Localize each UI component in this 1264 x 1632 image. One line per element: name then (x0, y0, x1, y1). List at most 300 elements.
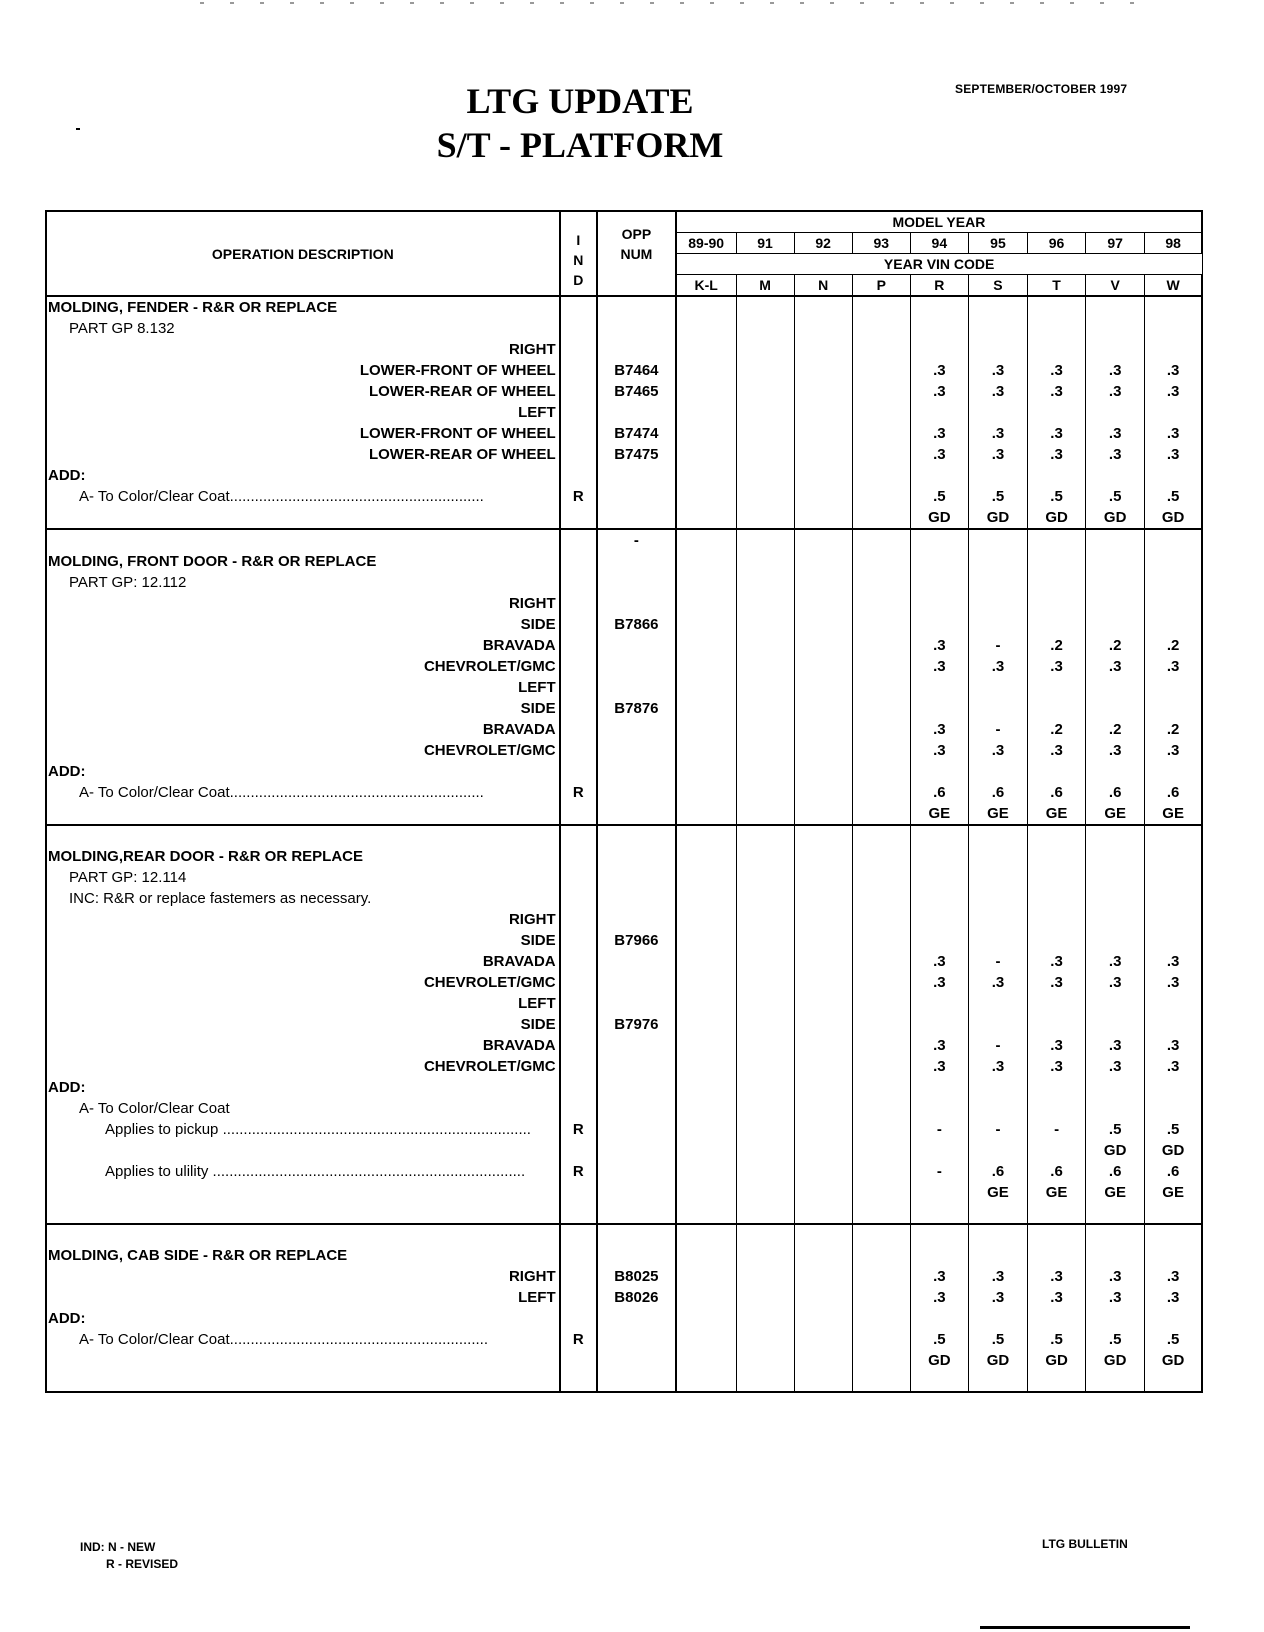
year-3: 93 (852, 233, 910, 254)
labor-value-cell (968, 867, 1027, 888)
legend-revised: R - REVISED (106, 1557, 179, 1571)
labor-value-cell (852, 465, 910, 486)
labor-value-cell (676, 1287, 736, 1308)
labor-value-cell (676, 888, 736, 909)
ind-cell: R (560, 1161, 597, 1182)
labor-value-cell (1028, 614, 1086, 635)
labor-value-cell (852, 614, 910, 635)
labor-value-cell (1086, 572, 1145, 593)
labor-value-cell: .5 (1028, 1329, 1086, 1350)
table-row (46, 339, 1202, 360)
labor-value-cell (676, 803, 736, 825)
op-description (46, 1224, 560, 1245)
opp-header (597, 211, 676, 296)
op-description: LEFT (46, 993, 560, 1014)
labor-value-cell: .3 (1028, 1035, 1086, 1056)
labor-value-cell (1086, 1077, 1145, 1098)
labor-value-cell (794, 909, 852, 930)
labor-value-cell: .3 (1028, 951, 1086, 972)
table-row (46, 1266, 1202, 1287)
labor-value-cell (910, 888, 968, 909)
labor-value-cell (852, 1161, 910, 1182)
labor-value-cell (1028, 867, 1086, 888)
labor-value-cell (676, 465, 736, 486)
labor-value-cell (852, 782, 910, 803)
labor-value-cell (676, 719, 736, 740)
labor-value-cell (968, 1077, 1027, 1098)
labor-value-cell (852, 572, 910, 593)
op-description (46, 825, 560, 846)
labor-value-cell (676, 677, 736, 698)
table-row (46, 846, 1202, 867)
labor-value-cell: .5 (1028, 486, 1086, 507)
labor-value-cell (1145, 339, 1202, 360)
labor-value-cell: GE (910, 803, 968, 825)
opp-num-cell: B7976 (597, 1014, 676, 1035)
labor-value-cell (794, 444, 852, 465)
labor-value-cell (676, 1224, 736, 1245)
labor-value-cell (794, 888, 852, 909)
labor-value-cell (1086, 846, 1145, 867)
labor-value-cell (736, 909, 794, 930)
labor-value-cell (1145, 867, 1202, 888)
labor-value-cell (1086, 677, 1145, 698)
labor-value-cell (1028, 1308, 1086, 1329)
ind-cell: R (560, 782, 597, 803)
labor-value-cell: GE (1028, 803, 1086, 825)
labor-value-cell (1028, 888, 1086, 909)
labor-value-cell (736, 1077, 794, 1098)
labor-value-cell (968, 529, 1027, 551)
labor-value-cell (910, 465, 968, 486)
op-description (46, 529, 560, 551)
op-description: BRAVADA (46, 719, 560, 740)
labor-value-cell (852, 993, 910, 1014)
labor-value-cell: .3 (1028, 1056, 1086, 1077)
table-row (46, 1056, 1202, 1077)
labor-value-cell (794, 930, 852, 951)
labor-value-cell: .3 (1086, 360, 1145, 381)
labor-value-cell (1028, 572, 1086, 593)
op-description: Applies to pickup .......................................................................... (46, 1119, 560, 1140)
labor-value-cell (794, 1077, 852, 1098)
opp-num-cell (597, 1329, 676, 1350)
ind-cell (560, 402, 597, 423)
ind-letter-i: I (576, 231, 581, 248)
ind-cell (560, 1035, 597, 1056)
ind-cell (560, 360, 597, 381)
table-row (46, 1224, 1202, 1245)
labor-value-cell (1086, 296, 1145, 318)
labor-value-cell: .3 (910, 951, 968, 972)
labor-value-cell: .3 (1145, 1266, 1202, 1287)
labor-value-cell (736, 719, 794, 740)
labor-value-cell (794, 803, 852, 825)
labor-value-cell: .6 (968, 782, 1027, 803)
labor-value-cell (1145, 402, 1202, 423)
labor-value-cell: .3 (1145, 740, 1202, 761)
labor-value-cell (1086, 698, 1145, 719)
table-row (46, 486, 1202, 507)
labor-value-cell (852, 486, 910, 507)
labor-value-cell (852, 719, 910, 740)
labor-value-cell (1028, 318, 1086, 339)
labor-value-cell (736, 846, 794, 867)
labor-value-cell (676, 635, 736, 656)
op-description (46, 1203, 560, 1224)
table-row (46, 1287, 1202, 1308)
labor-value-cell (676, 1350, 736, 1371)
table-row (46, 677, 1202, 698)
labor-value-cell: .3 (910, 360, 968, 381)
labor-value-cell (968, 1098, 1027, 1119)
table-row (46, 423, 1202, 444)
labor-value-cell (910, 1224, 968, 1245)
labor-value-cell (676, 1161, 736, 1182)
labor-value-cell (676, 444, 736, 465)
labor-value-cell (676, 529, 736, 551)
labor-value-cell (794, 1308, 852, 1329)
labor-value-cell (910, 825, 968, 846)
labor-value-cell: .3 (1086, 1266, 1145, 1287)
labor-value-cell: GD (910, 507, 968, 529)
labor-value-cell (1028, 1203, 1086, 1224)
labor-value-cell: .6 (968, 1161, 1027, 1182)
labor-value-cell (852, 1035, 910, 1056)
op-description: A- To Color/Clear Coat (46, 1098, 560, 1119)
opp-num-cell (597, 1350, 676, 1371)
labor-value-cell (794, 656, 852, 677)
labor-value-cell (794, 1329, 852, 1350)
labor-value-cell (736, 1308, 794, 1329)
labor-value-cell (910, 593, 968, 614)
labor-value-cell (910, 677, 968, 698)
labor-value-cell (794, 1266, 852, 1287)
year-5: 95 (968, 233, 1027, 254)
labor-value-cell (968, 1371, 1027, 1392)
labor-value-cell: .3 (910, 740, 968, 761)
op-description: LOWER-FRONT OF WHEEL (46, 423, 560, 444)
labor-value-cell (852, 846, 910, 867)
labor-value-cell (794, 572, 852, 593)
opp-num-cell (597, 507, 676, 529)
table-row (46, 381, 1202, 402)
labor-value-cell (852, 888, 910, 909)
labor-value-cell (1028, 677, 1086, 698)
op-description: RIGHT (46, 593, 560, 614)
labor-value-cell (794, 825, 852, 846)
labor-value-cell (1145, 318, 1202, 339)
labor-value-cell (794, 551, 852, 572)
labor-value-cell (1028, 1140, 1086, 1161)
labor-value-cell (794, 614, 852, 635)
labor-value-cell (794, 486, 852, 507)
opp-num-cell (597, 486, 676, 507)
labor-value-cell (852, 698, 910, 719)
labor-value-cell: GD (1145, 507, 1202, 529)
labor-value-cell: .3 (910, 1035, 968, 1056)
labor-value-cell (910, 572, 968, 593)
table-row (46, 993, 1202, 1014)
num-label: NUM (620, 246, 653, 262)
labor-value-cell (968, 909, 1027, 930)
opp-num-cell (597, 1161, 676, 1182)
labor-value-cell (676, 930, 736, 951)
op-description: SIDE (46, 614, 560, 635)
labor-value-cell: .5 (910, 486, 968, 507)
labor-value-cell (1086, 761, 1145, 782)
labor-value-cell (794, 1056, 852, 1077)
labor-value-cell (910, 867, 968, 888)
labor-value-cell (794, 993, 852, 1014)
labor-value-cell: GE (1145, 1182, 1202, 1203)
labor-value-cell: .5 (1145, 1119, 1202, 1140)
labor-value-cell (910, 1098, 968, 1119)
labor-value-cell: .2 (1145, 719, 1202, 740)
labor-value-cell (794, 719, 852, 740)
ind-cell (560, 888, 597, 909)
labor-value-cell (968, 698, 1027, 719)
table-row (46, 1098, 1202, 1119)
labor-value-cell (676, 1308, 736, 1329)
opp-num-cell (597, 993, 676, 1014)
labor-value-cell (1086, 339, 1145, 360)
labor-value-cell (676, 551, 736, 572)
labor-value-cell (736, 360, 794, 381)
labor-value-cell: .3 (1145, 1287, 1202, 1308)
labor-value-cell: .3 (1086, 740, 1145, 761)
labor-value-cell (852, 972, 910, 993)
labor-value-cell (1086, 1014, 1145, 1035)
opp-num-cell: B7475 (597, 444, 676, 465)
op-description: SIDE (46, 698, 560, 719)
labor-value-cell: - (968, 951, 1027, 972)
labor-value-cell (910, 761, 968, 782)
labor-value-cell: .3 (1145, 423, 1202, 444)
labor-value-cell: .3 (1145, 444, 1202, 465)
ind-cell (560, 1056, 597, 1077)
page-subtitle: S/T - PLATFORM (436, 125, 724, 165)
table-row (46, 572, 1202, 593)
labor-value-cell (736, 1056, 794, 1077)
labor-value-cell (736, 465, 794, 486)
op-description (46, 1350, 560, 1371)
ind-cell (560, 909, 597, 930)
ind-cell (560, 1140, 597, 1161)
op-description: CHEVROLET/GMC (46, 1056, 560, 1077)
labor-value-cell (910, 1077, 968, 1098)
labor-value-cell (736, 593, 794, 614)
labor-value-cell: .5 (910, 1329, 968, 1350)
labor-value-cell: GD (1145, 1140, 1202, 1161)
opp-num-cell (597, 1224, 676, 1245)
opp-num-cell (597, 402, 676, 423)
legend-new: IND: N - NEW (80, 1540, 156, 1554)
labor-value-cell (1086, 1098, 1145, 1119)
labor-value-cell (736, 761, 794, 782)
labor-value-cell (794, 1014, 852, 1035)
table-row (46, 1182, 1202, 1203)
labor-value-cell (852, 1245, 910, 1266)
op-description: RIGHT (46, 909, 560, 930)
labor-value-cell: .3 (910, 381, 968, 402)
opp-num-cell (597, 551, 676, 572)
labor-value-cell (910, 339, 968, 360)
year-7: 97 (1086, 233, 1145, 254)
labor-value-cell (1028, 1371, 1086, 1392)
opp-num-cell: B7465 (597, 381, 676, 402)
labor-value-cell (852, 656, 910, 677)
labor-value-cell: .3 (1028, 423, 1086, 444)
table-row (46, 402, 1202, 423)
labor-value-cell (852, 1224, 910, 1245)
labor-value-cell (1086, 888, 1145, 909)
labor-value-cell (676, 782, 736, 803)
labor-value-cell (676, 972, 736, 993)
opp-num-cell (597, 867, 676, 888)
op-description (46, 1182, 560, 1203)
labor-value-cell: .3 (1145, 360, 1202, 381)
labor-value-cell (1145, 1203, 1202, 1224)
labor-value-cell: GE (968, 803, 1027, 825)
labor-value-cell (852, 1056, 910, 1077)
vin-code-1: M (736, 275, 794, 297)
labor-value-cell: GD (968, 1350, 1027, 1371)
labor-value-cell (1145, 846, 1202, 867)
labor-value-cell (852, 402, 910, 423)
labor-value-cell (852, 1014, 910, 1035)
labor-value-cell (1086, 1203, 1145, 1224)
op-description: LOWER-REAR OF WHEEL (46, 444, 560, 465)
ind-cell (560, 635, 597, 656)
op-description: BRAVADA (46, 1035, 560, 1056)
labor-value-cell (852, 551, 910, 572)
opp-num-cell (597, 909, 676, 930)
labor-value-cell: .6 (1145, 1161, 1202, 1182)
year-6: 96 (1028, 233, 1086, 254)
table-row (46, 909, 1202, 930)
table-row (46, 656, 1202, 677)
table-row (46, 719, 1202, 740)
labor-value-cell (910, 1140, 968, 1161)
op-description: PART GP 8.132 (46, 318, 560, 339)
labor-value-cell (1028, 551, 1086, 572)
labor-value-cell (736, 825, 794, 846)
opp-num-cell: B8025 (597, 1266, 676, 1287)
ind-cell (560, 761, 597, 782)
table-row (46, 1329, 1202, 1350)
labor-value-cell (676, 381, 736, 402)
op-description: CHEVROLET/GMC (46, 656, 560, 677)
labor-value-cell (1145, 825, 1202, 846)
table-row (46, 318, 1202, 339)
labor-value-cell (676, 296, 736, 318)
labor-value-cell (676, 993, 736, 1014)
labor-value-cell: .3 (1028, 360, 1086, 381)
labor-value-cell (1086, 909, 1145, 930)
ind-cell (560, 507, 597, 529)
ind-cell (560, 296, 597, 318)
opp-num-cell: B7464 (597, 360, 676, 381)
labor-value-cell: GD (1086, 507, 1145, 529)
labor-value-cell (676, 1182, 736, 1203)
op-description (46, 507, 560, 529)
labor-value-cell (1086, 1371, 1145, 1392)
labor-value-cell: .3 (1145, 951, 1202, 972)
vin-code-2: N (794, 275, 852, 297)
labor-value-cell (1145, 1098, 1202, 1119)
labor-value-cell (1145, 993, 1202, 1014)
labor-value-cell (736, 529, 794, 551)
table-row (46, 1035, 1202, 1056)
labor-value-cell (676, 1014, 736, 1035)
labor-value-cell (794, 1098, 852, 1119)
labor-value-cell (794, 318, 852, 339)
labor-value-cell (794, 677, 852, 698)
labor-value-cell (1028, 1098, 1086, 1119)
labor-value-cell (910, 993, 968, 1014)
labor-value-cell (794, 846, 852, 867)
op-description: CHEVROLET/GMC (46, 972, 560, 993)
ind-cell (560, 867, 597, 888)
labor-value-cell (1145, 551, 1202, 572)
labor-value-cell (1086, 825, 1145, 846)
labor-value-cell (676, 614, 736, 635)
ind-cell (560, 572, 597, 593)
labor-value-cell (1086, 593, 1145, 614)
labor-value-cell (968, 614, 1027, 635)
op-description: PART GP: 12.112 (46, 572, 560, 593)
labor-value-cell (852, 1266, 910, 1287)
labor-value-cell: - (910, 1119, 968, 1140)
table-row (46, 1245, 1202, 1266)
labor-value-cell (736, 1329, 794, 1350)
labor-value-cell (1145, 593, 1202, 614)
labor-value-cell (736, 339, 794, 360)
ind-cell (560, 698, 597, 719)
labor-value-cell: GD (1086, 1140, 1145, 1161)
labor-value-cell (910, 1014, 968, 1035)
labor-value-cell (1145, 1077, 1202, 1098)
labor-value-cell (1145, 296, 1202, 318)
labor-value-cell: GE (1028, 1182, 1086, 1203)
labor-value-cell: .6 (1086, 782, 1145, 803)
labor-value-cell (736, 1224, 794, 1245)
labor-value-cell: .2 (1028, 635, 1086, 656)
labor-value-cell (1145, 677, 1202, 698)
labor-value-cell (1028, 846, 1086, 867)
scan-marks (200, 2, 1150, 4)
labor-value-cell (736, 803, 794, 825)
opp-num-cell (597, 825, 676, 846)
table-row (46, 1140, 1202, 1161)
labor-value-cell (852, 1371, 910, 1392)
labor-value-cell (968, 465, 1027, 486)
labor-value-cell (736, 740, 794, 761)
opp-num-cell (597, 972, 676, 993)
labor-value-cell (852, 1077, 910, 1098)
labor-value-cell: .3 (968, 423, 1027, 444)
labor-value-cell (676, 909, 736, 930)
table-row (46, 740, 1202, 761)
op-description: ADD: (46, 761, 560, 782)
labor-value-cell (736, 1245, 794, 1266)
ind-cell (560, 551, 597, 572)
labor-value-cell (968, 593, 1027, 614)
labor-value-cell (1028, 825, 1086, 846)
labor-value-cell (794, 782, 852, 803)
labor-value-cell (910, 551, 968, 572)
